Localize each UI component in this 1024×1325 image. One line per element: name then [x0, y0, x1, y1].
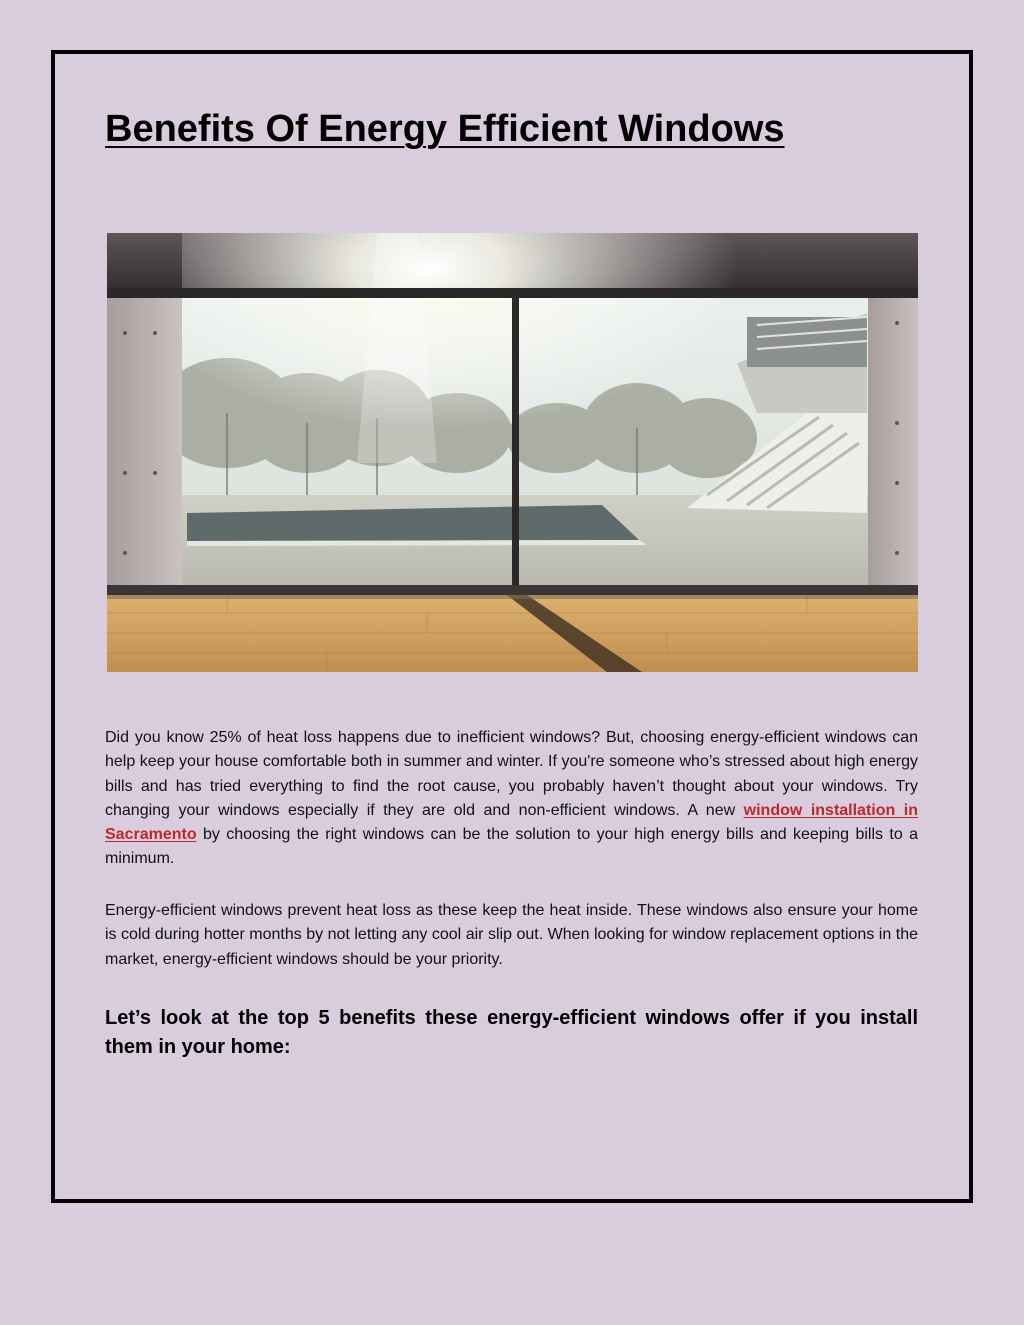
second-paragraph: Energy-efficient windows prevent heat loss as these keep the heat inside. These windows also ensure your home is cold during hotter months by not letting any cool air slip out. When looking for window replacement options in the market, energy-efficient windows should be your priority.	[105, 902, 918, 968]
intro-text-before-link: Did you know 25% of heat loss happens due to inefficient windows? But, choosing energy-efficient windows can help keep your house comfortable both in summer and winter. If you're someone who’s stressed about high energy bills and has tried everything to find the root cause, you probably haven’t thought about your windows. Try changing your windows especially if they are old and non-efficient windows. A new	[105, 729, 918, 819]
intro-text-after-link: by choosing the right windows can be the solution to your high energy bills and keeping bills to a minimum.	[105, 826, 918, 868]
page-title: Benefits Of Energy Efficient Windows	[105, 108, 785, 150]
window-installation-link[interactable]: window installation in Sacramento	[105, 801, 919, 844]
intro-paragraph	[105, 726, 918, 872]
benefits-lead-in: Let’s look at the top 5 benefits these energy-efficient windows offer if you install them in your home:	[105, 1007, 918, 1058]
room-window-photo	[107, 233, 918, 672]
